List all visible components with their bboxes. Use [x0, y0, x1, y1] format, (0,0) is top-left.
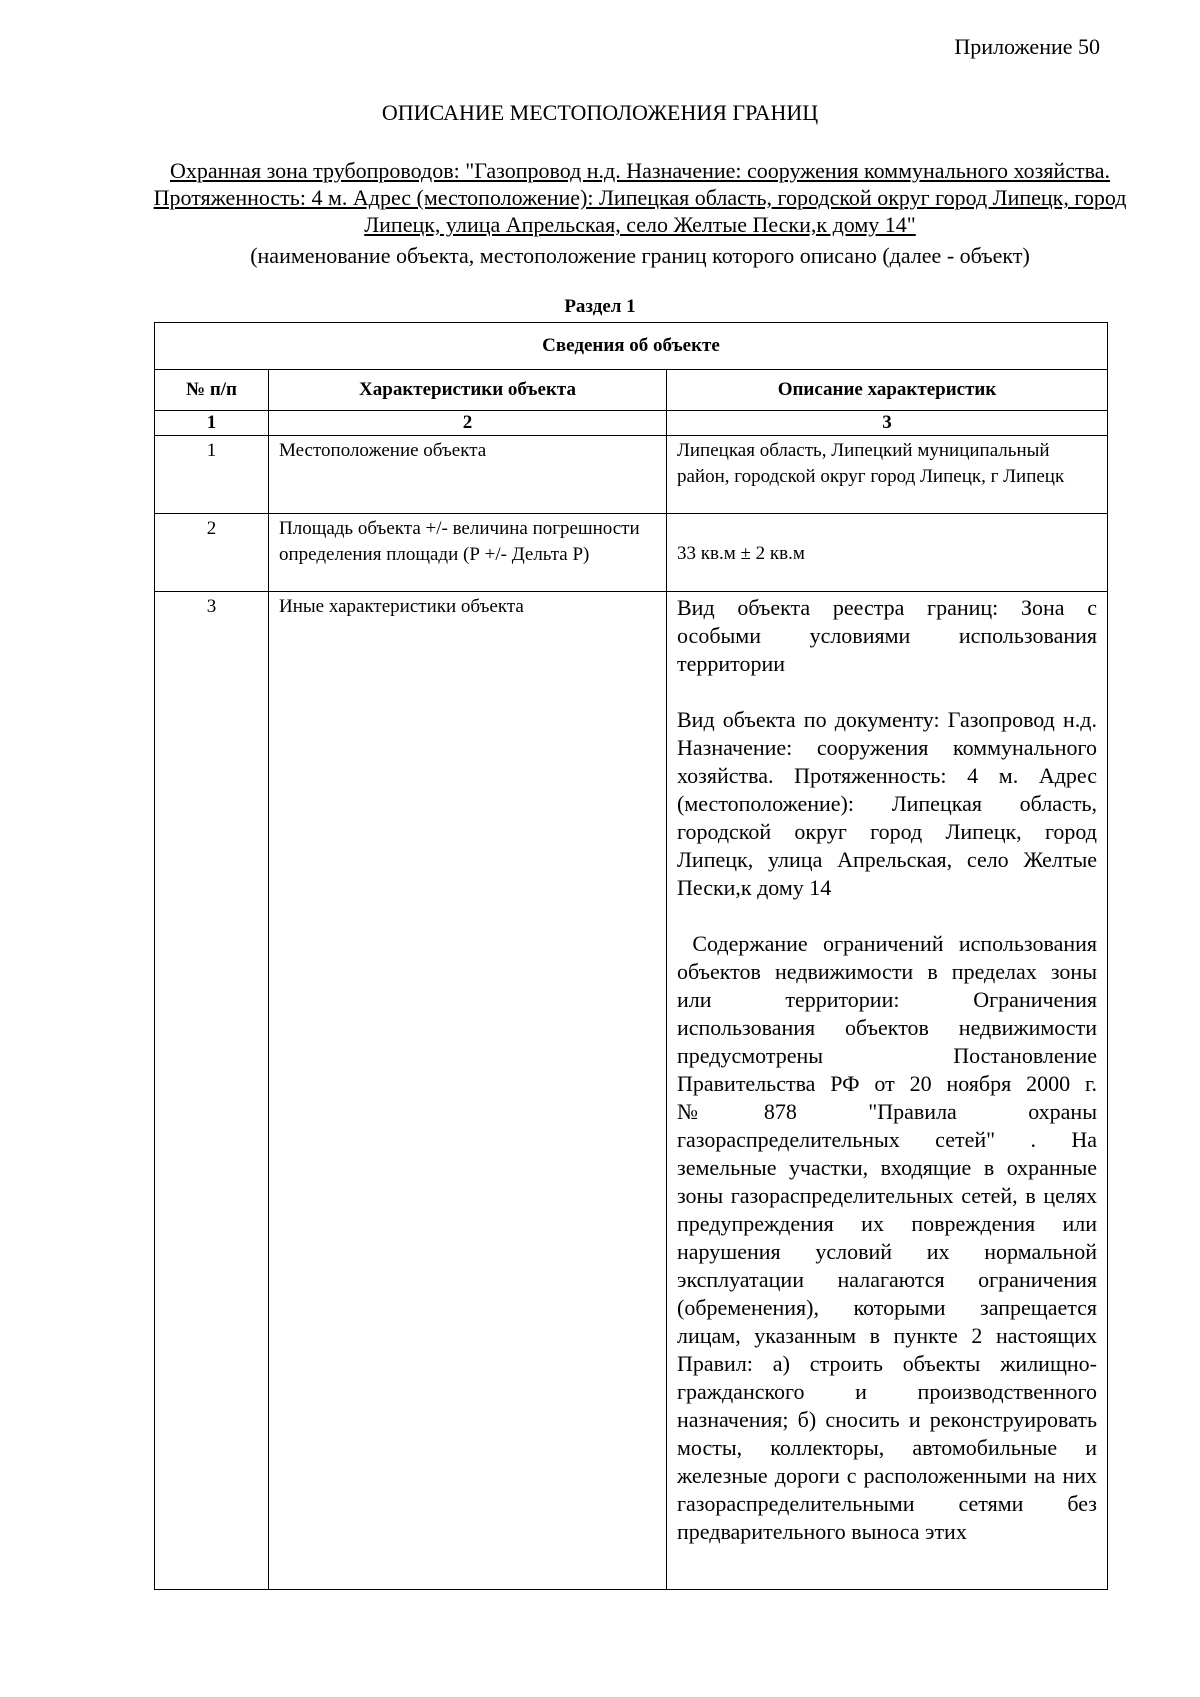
column-header-description: Описание характеристик — [667, 370, 1108, 411]
object-name: Охранная зона трубопроводов: "Газопровод н.д. Назначение: сооружения коммунального хозяйства. Протяженность: 4 м. Адрес (местоположение): Липецкая область, городской округ город Липецк, город Липецк, улица Апрельская, село Желтые Пески,к дому 14" — [153, 158, 1127, 237]
row-characteristic: Площадь объекта +/- величина погрешности определения площади (Р +/- Дельта Р) — [269, 514, 667, 592]
row-characteristic: Местоположение объекта — [269, 436, 667, 514]
table-row — [155, 592, 1108, 1590]
object-info-table — [154, 322, 1108, 1590]
column-header-number: № п/п — [155, 370, 269, 411]
table-title: Сведения об объекте — [155, 323, 1108, 370]
description-paragraph: Содержание ограничений использования объектов недвижимости в пределах зоны или территории: Ограничения использования объектов недвижимости предусмотрены Постановление Правительства РФ от 20 ноября 2000 г. №878 "Правила охраны газораспределительных сетей" . На земельные участки, входящие в охранные зоны газораспределительных сетей, в целях предупреждения их повреждения или нарушения условий их нормальной эксплуатации налагаются ограничения (обременения), которыми запрещается лицам, указанным в пункте 2 настоящих Правил: а) строить объекты жилищно-гражданского и производственного назначения; б) сносить и реконструировать мосты, коллекторы, автомобильные и железные дороги с расположенными на них газораспределительными сетями без предварительного выноса этих — [677, 931, 1103, 1544]
document-title: ОПИСАНИЕ МЕСТОПОЛОЖЕНИЯ ГРАНИЦ — [381, 100, 819, 125]
row-number: 3 — [155, 592, 269, 1590]
table-row — [155, 514, 1108, 592]
row-number: 2 — [155, 514, 269, 592]
column-number-1: 1 — [155, 411, 269, 436]
description-paragraph: Вид объекта реестра границ: Зона с особыми условиями использования территории — [677, 595, 1097, 676]
column-number-2: 2 — [269, 411, 667, 436]
row-description — [667, 592, 1108, 1590]
row-description: Липецкая область, Липецкий муниципальный район, городской округ город Липецк, г Липецк — [667, 436, 1108, 514]
section-title: Раздел 1 — [564, 296, 636, 317]
row-characteristic: Иные характеристики объекта — [269, 592, 667, 1590]
row-number: 1 — [155, 436, 269, 514]
column-header-characteristic: Характеристики объекта — [269, 370, 667, 411]
row-description: 33 кв.м ± 2 кв.м — [667, 514, 1108, 592]
appendix-label: Приложение 50 — [954, 34, 1100, 59]
column-number-3: 3 — [667, 411, 1108, 436]
description-paragraph: Вид объекта по документу: Газопровод н.д. Назначение: сооружения коммунального хозяйства. Протяженность: 4 м. Адрес (местоположение): Липецкая область, городской округ город Липецк, город Липецк, улица Апрельская, село Желтые Пески,к дому 14 — [677, 707, 1097, 900]
table-row — [155, 436, 1108, 514]
object-caption: (наименование объекта, местоположение границ которого описано (далее - объект) — [250, 243, 1030, 268]
